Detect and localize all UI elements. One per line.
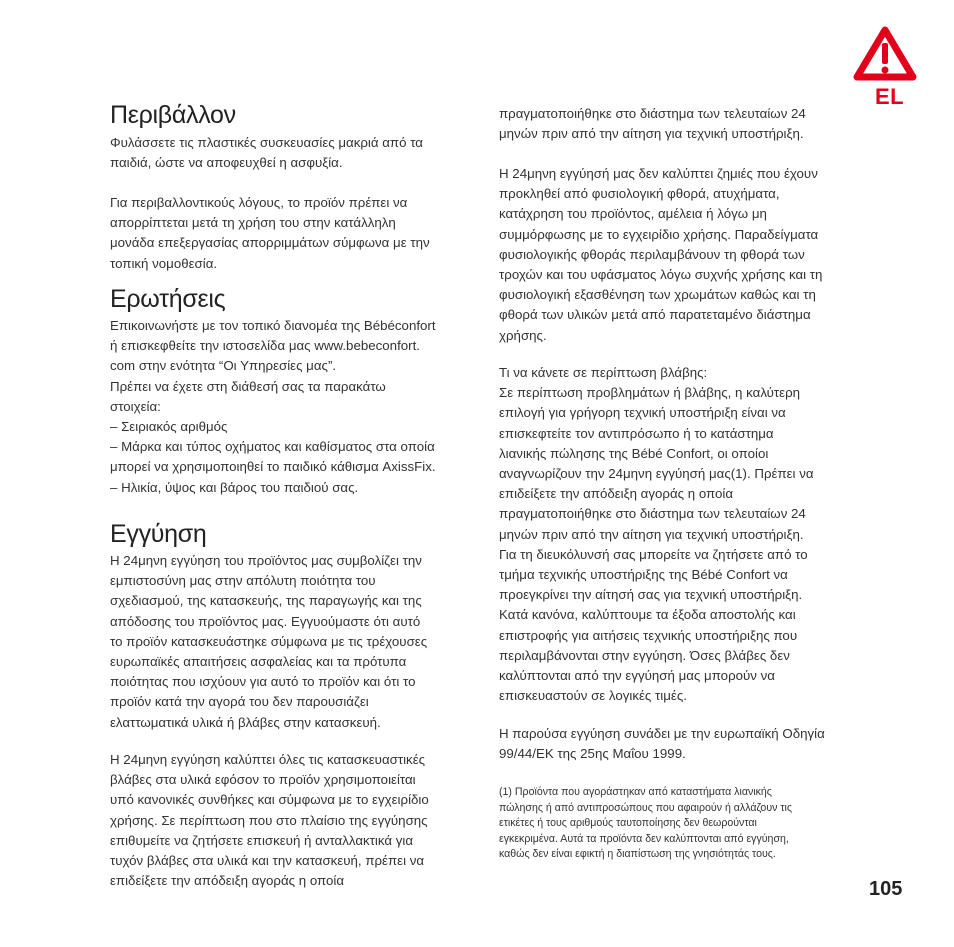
text-line: προεγκρίνει την αίτησή σας για τεχνική υποστήριξη. [499,587,803,603]
text-line: φθορά των υλικών μετά από παρατεταμένο διάστημα [499,307,811,323]
language-code: EL [875,84,905,109]
footnote-line: εγκεκριμένα. Αυτά τα προϊόντα δεν καλύπτονται από εγγύηση, [499,832,789,845]
footnote-line: πώλησης ή από αντιπροσώπους που αφαιρούν ή αλλάζουν τις [499,801,792,814]
text-line: ή επισκεφθείτε την ιστοσελίδα μας www.bebeconfort. [110,338,420,354]
text-line: μπορεί να χρησιμοποιηθεί το παιδικό κάθισμα AxissFix. [110,459,436,475]
text-line: Πρέπει να έχετε στη διάθεσή σας τα παρακάτω [110,378,386,394]
list-item: – Σειριακός αριθμός [110,419,228,435]
text-line: επιστροφής για αιτήσεις τεχνικής υποστήριξης που [499,627,798,643]
text-line: πραγματοποιήθηκε στο διάστημα των τελευταίων 24 [499,106,806,121]
text-line: λιανικής πώλησης της Bébé Confort, οι οποίοι [499,445,769,461]
list-item: – Μάρκα και τύπος οχήματος και καθίσματος στα οποία [110,439,435,455]
text-line: Για τη διευκόλυνσή σας μπορείτε να ζητήσετε από το [499,546,808,562]
text-line: πραγματοποιήθηκε στο διάστημα των τελευταίων 24 [499,506,806,522]
text-line: επιθυμείτε να ζητήσετε επισκευή ή ανταλλακτικά για [110,832,414,848]
text-line: Η 24μηνη εγγύηση καλύπτει όλες τις κατασκευαστικές [110,752,426,767]
text-line: Η παρούσα εγγύηση συνάδει με την ευρωπαϊκή Οδηγία [499,726,825,741]
text-line: προκληθεί από φυσιολογική φθορά, ατυχήματα, [499,186,780,202]
text-line: σχεδιασμού, της κατασκευής, της παραγωγής και της [110,593,422,609]
section-title-environment: Περιβάλλον [110,101,236,129]
text-line: τοπική νομοθεσία. [110,255,218,271]
text-line: συμμόρφωσης με το εγχειρίδιο χρήσης. Παραδείγματα [499,226,819,242]
section-title-questions: Ερωτήσεις [110,285,226,313]
list-item: – Ηλικία, ύψος και βάρος του παιδιού σας. [110,479,359,495]
text-line: βλάβες στα υλικά εφόσον το προϊόν χρησιμοποιείται [110,772,416,788]
text-line: καλύπτονται από την εγγύησή μας μπορούν να [499,668,775,684]
text-line: Σε περίπτωση προβλημάτων ή βλάβης, η καλύτερη [499,385,801,401]
text-line: αναγνωρίζουν την 24μηνη εγγύησή μας(1). Πρέπει να [499,466,814,482]
what-to-do-paragraph [499,363,814,706]
text-line: κατάχρηση του προϊόντος, αμέλεια ή λόγω μη [499,206,767,222]
text-line: Τι να κάνετε σε περίπτωση βλάβης: [499,365,708,380]
text-line: ποιότητας που ισχύουν για αυτό το προϊόν και ότι το [110,674,416,690]
warranty-paragraph-2 [110,750,429,891]
text-line: τμήμα τεχνικής υποστήριξης της Bébé Confort να [499,567,788,583]
text-line: επισκευαστούν σε λογικές τιμές. [499,688,687,704]
text-line: Κατά κανόνα, καλύπτουμε τα έξοδα αποστολής και [499,607,796,623]
text-line: εμπιστοσύνη μας στην απόλυτη ποιότητα του [110,573,376,589]
text-line: ελαττωματικά υλικά ή βλάβες στην κατασκευή. [110,714,381,730]
text-line: τροχών και του υφάσματος λόγω συχνής χρήσης και τη [499,267,823,283]
text-line: φυσιολογικής φθοράς περιλαμβάνουν τη φθορά των [499,246,805,262]
text-line: επισκεφτείτε τον αντιπρόσωπο ή το κατάστημα [499,425,774,441]
text-line: Επικοινωνήστε με τον τοπικό διανομέα της Bébéconfort [110,318,436,333]
warranty-exclusions-paragraph [499,164,822,346]
page-number: 105 [869,878,903,900]
text-line: επιλογή για γρήγορη τεχνική υποστήριξη είναι να [499,405,786,421]
text-line: απόδοσης του προϊόντος μας. Εγγυούμαστε ότι αυτό [110,613,421,629]
text-line: Φυλάσσετε τις πλαστικές συσκευασίες μακριά από τα [110,135,423,150]
language-badge [853,26,917,109]
text-line: ευρωπαϊκές απαιτήσεις ασφαλείας και τα πρότυπα [110,654,407,670]
text-line: μονάδα επεξεργασίας απορριμμάτων σύμφωνα με την [110,235,430,251]
text-line: μηνών πριν από την αίτηση για τεχνική υποστήριξη. [499,526,804,542]
text-line: com στην ενότητα “Οι Υπηρεσίες μας”. [110,358,337,374]
text-line: 99/44/ΕΚ της 25ης Μαΐου 1999. [499,746,686,762]
questions-paragraph [110,316,436,498]
text-line: μηνών πριν από την αίτηση για τεχνική υποστήριξη. [499,126,804,142]
text-line: Η 24μηνη εγγύηση του προϊόντος μας συμβολίζει την [110,553,422,568]
text-line: στοιχεία: [110,398,161,414]
directive-paragraph [499,724,825,764]
text-line: παιδιά, ώστε να αποφευχθεί η ασφυξία. [110,155,343,171]
section-title-warranty: Εγγύηση [110,520,207,548]
text-line: επιδείξετε την απόδειξη αγοράς η οποία [499,486,734,502]
footnote-line: (1) Προϊόντα που αγοράστηκαν από καταστήματα λιανικής [499,786,772,798]
text-line: το προϊόν κατασκευάστηκε σύμφωνα με τις τρέχουσες [110,633,428,649]
text-line: επιδείξετε την απόδειξη αγοράς η οποία [110,873,345,889]
text-line: Για περιβαλλοντικούς λόγους, το προϊόν πρέπει να [110,195,408,210]
text-line: περιλαμβάνονται στην εγγύηση. Όσες βλάβες δεν [499,647,790,663]
warning-triangle-icon [853,26,917,82]
environment-paragraph-2 [110,193,430,274]
footnote-line: ετικέτες ή τους αριθμούς ταυτοποίησης δεν θεωρούνται [499,817,757,829]
text-line: υπό κανονικές συνθήκες και σύμφωνα με το εγχειρίδιο [110,792,429,808]
text-line: φυσιολογική εξασθένηση των χρωμάτων καθώς και τη [499,287,816,303]
text-line: τυχόν βλάβες στα υλικά και την κατασκευή, πρέπει να [110,853,425,869]
environment-paragraph-1 [110,133,423,173]
warranty-continued-paragraph-1 [499,104,806,144]
text-line: χρήσης. [499,327,547,343]
text-line: Η 24μηνη εγγύησή μας δεν καλύπτει ζημιές που έχουν [499,166,818,181]
warranty-paragraph-1 [110,551,427,733]
footnote [499,785,792,863]
text-line: χρήσης. Σε περίπτωση που στο πλαίσιο της εγγύησης [110,812,428,828]
footnote-line: καθώς δεν είναι εφικτή η διαπίστωση της γνησιότητάς τους. [499,848,776,860]
text-line: προϊόν κατά την αγορά του δεν παρουσιάζει [110,694,369,710]
text-line: απορρίπτεται μετά τη χρήση του στην κατάλληλη [110,215,396,231]
